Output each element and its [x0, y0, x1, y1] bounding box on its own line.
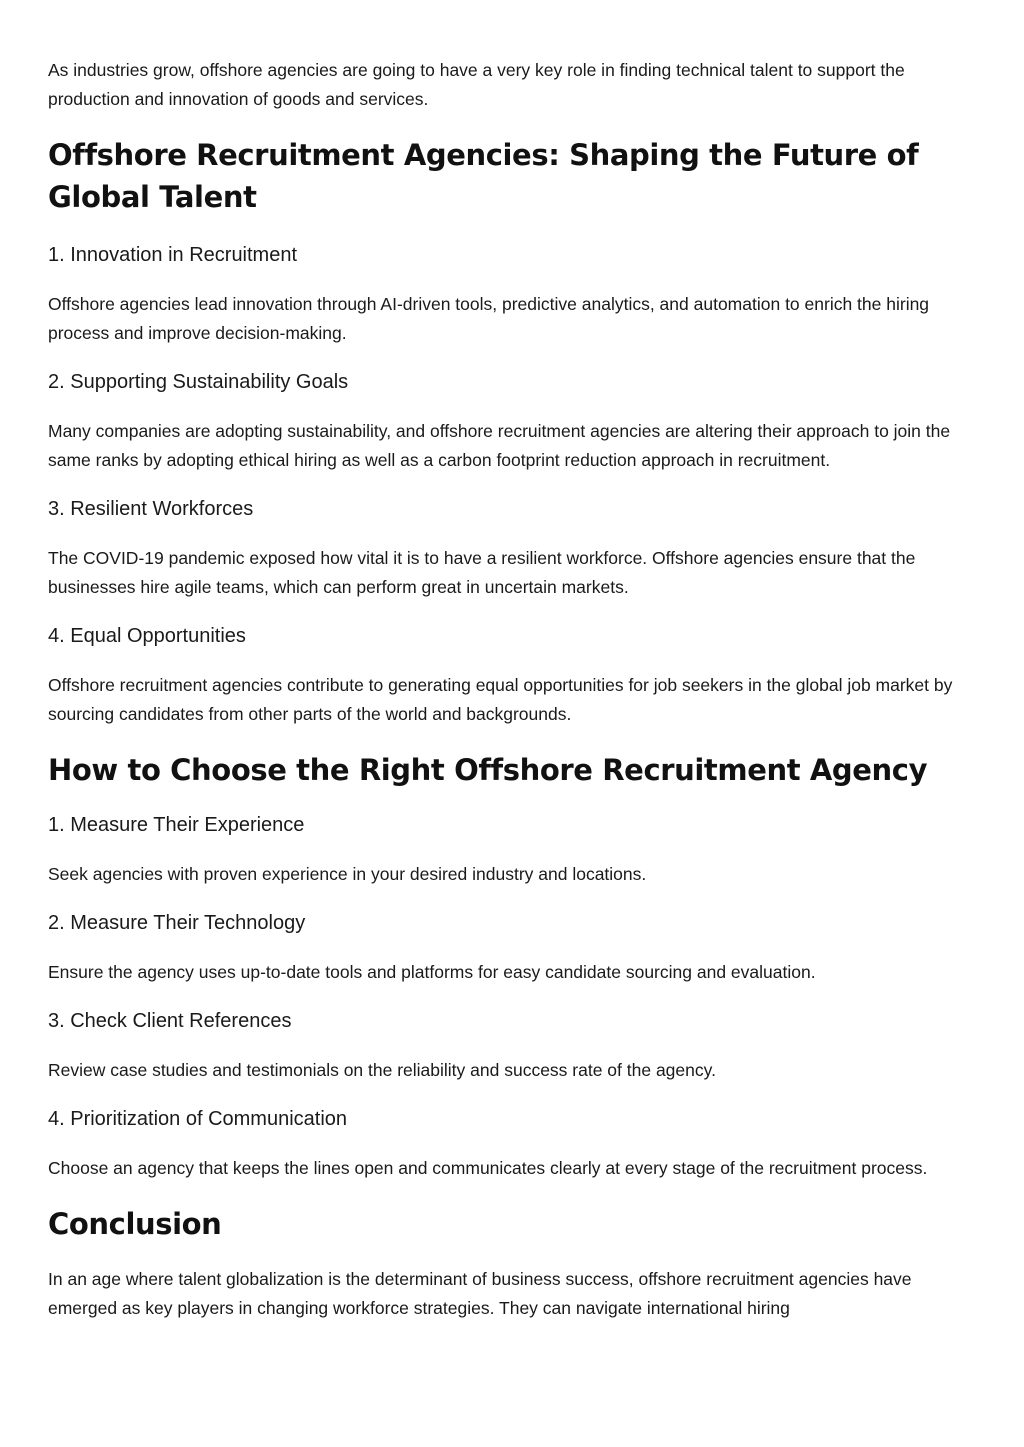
subheading-technology: 2. Measure Their Technology: [48, 912, 306, 934]
paragraph-resilient-workforces: The COVID-19 pandemic exposed how vital it is to have a resilient workforce. Offshore agencies ensure that the businesses hire agile teams, which can perform great in uncertain markets.: [48, 548, 916, 597]
paragraph-experience: Seek agencies with proven experience in your desired industry and locations.: [48, 864, 647, 884]
section-heading-conclusion: Conclusion: [48, 1207, 222, 1241]
paragraph-client-references: Review case studies and testimonials on the reliability and success rate of the agency.: [48, 1060, 716, 1080]
subheading-sustainability: 2. Supporting Sustainability Goals: [48, 371, 349, 393]
subheading-experience: 1. Measure Their Experience: [48, 814, 305, 836]
paragraph-equal-opportunities: Offshore recruitment agencies contribute to generating equal opportunities for job seekers in the global job market by sourcing candidates from other parts of the world and backgrounds.: [48, 675, 953, 724]
paragraph-technology: Ensure the agency uses up-to-date tools and platforms for easy candidate sourcing and evaluation.: [48, 962, 816, 982]
document-content: [48, 56, 978, 1323]
paragraph-conclusion: In an age where talent globalization is the determinant of business success, offshore recruitment agencies have emerged as key players in changing workforce strategies. They can navigate international hiring: [48, 1269, 912, 1318]
paragraph-communication: Choose an agency that keeps the lines open and communicates clearly at every stage of the recruitment process.: [48, 1158, 928, 1178]
subheading-communication: 4. Prioritization of Communication: [48, 1108, 348, 1130]
paragraph-innovation: Offshore agencies lead innovation through AI-driven tools, predictive analytics, and automation to enrich the hiring process and improve decision-making.: [48, 294, 930, 343]
subheading-equal-opportunities: 4. Equal Opportunities: [48, 625, 246, 647]
subheading-client-references: 3. Check Client References: [48, 1010, 292, 1032]
subheading-resilient-workforces: 3. Resilient Workforces: [48, 498, 254, 520]
section-heading-choose-agency: How to Choose the Right Offshore Recruitment Agency: [48, 753, 928, 787]
paragraph-sustainability: Many companies are adopting sustainability, and offshore recruitment agencies are altering their approach to join the same ranks by adopting ethical hiring as well as a carbon footprint reduction approach in recruitment.: [48, 421, 951, 470]
subheading-innovation: 1. Innovation in Recruitment: [48, 244, 298, 266]
intro-paragraph: As industries grow, offshore agencies are going to have a very key role in finding technical talent to support the production and innovation of goods and services.: [48, 60, 905, 109]
section-heading-future-of-talent: Offshore Recruitment Agencies: Shaping the Future of Global Talent: [48, 138, 919, 214]
